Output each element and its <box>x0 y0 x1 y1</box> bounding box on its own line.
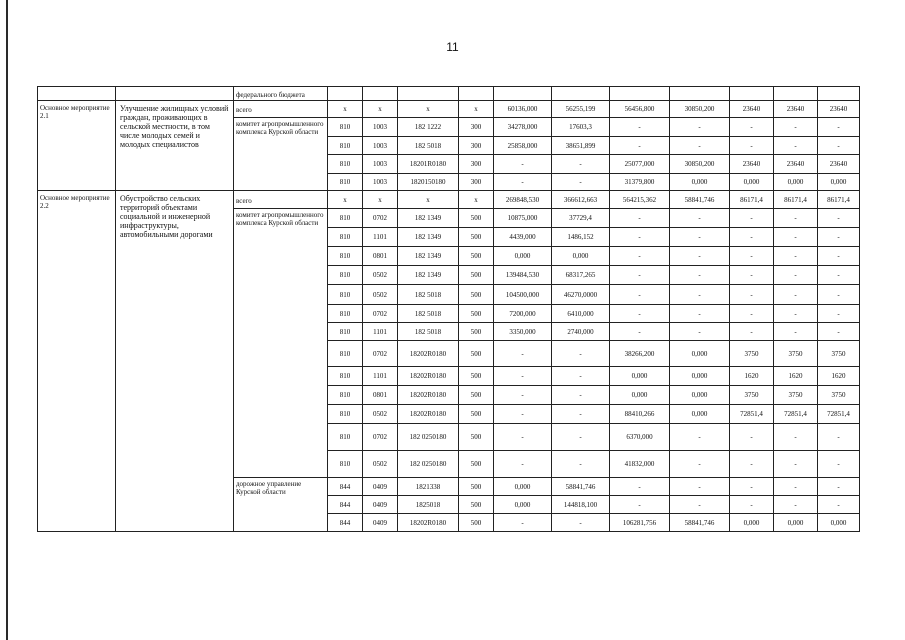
executor-cell: дорожное управление Курской области <box>234 478 328 532</box>
year4-cell: - <box>670 228 730 247</box>
year2-cell: 37729,4 <box>552 209 610 228</box>
csr-cell: 182 1349 <box>398 209 459 228</box>
grbs-cell: 810 <box>328 174 363 191</box>
year1-cell: 0,000 <box>494 247 552 266</box>
executor-cell: комитет агропромышленного комплекса Курской области <box>234 118 328 191</box>
executor-cell: федерального бюджета <box>234 87 328 101</box>
year3-cell: 6370,000 <box>610 424 670 451</box>
csr-cell: 182 1349 <box>398 266 459 285</box>
year1-cell: 0,000 <box>494 478 552 496</box>
year5-cell: - <box>730 247 774 266</box>
year6-cell: - <box>774 451 818 478</box>
year7-cell: - <box>818 424 860 451</box>
vr-cell: 300 <box>459 137 494 155</box>
year4-cell <box>670 87 730 101</box>
year7-cell: - <box>818 478 860 496</box>
csr-cell: 182 1349 <box>398 228 459 247</box>
grbs-cell: 810 <box>328 323 363 341</box>
year1-cell: 60136,000 <box>494 101 552 118</box>
rzpr-cell: 0801 <box>363 247 398 266</box>
year3-cell: 41832,000 <box>610 451 670 478</box>
year4-cell: 0,000 <box>670 341 730 367</box>
year3-cell: - <box>610 266 670 285</box>
year7-cell: 72851,4 <box>818 405 860 424</box>
rzpr-cell: x <box>363 191 398 209</box>
year4-cell: - <box>670 451 730 478</box>
csr-cell: 18202R0180 <box>398 341 459 367</box>
year3-cell: 38266,200 <box>610 341 670 367</box>
event-name-cell <box>116 87 234 101</box>
year6-cell: - <box>774 137 818 155</box>
year3-cell: 564215,362 <box>610 191 670 209</box>
year6-cell: - <box>774 266 818 285</box>
year1-cell: 3350,000 <box>494 323 552 341</box>
grbs-cell: x <box>328 191 363 209</box>
rzpr-cell: 0502 <box>363 451 398 478</box>
executor-cell: всего <box>234 101 328 118</box>
rzpr-cell: 1003 <box>363 118 398 137</box>
rzpr-cell: 1101 <box>363 228 398 247</box>
grbs-cell: 810 <box>328 386 363 405</box>
year6-cell: - <box>774 424 818 451</box>
vr-cell: 500 <box>459 424 494 451</box>
vr-cell: 500 <box>459 341 494 367</box>
rzpr-cell: 1003 <box>363 155 398 174</box>
year4-cell: 30850,200 <box>670 101 730 118</box>
vr-cell: x <box>459 101 494 118</box>
year1-cell: - <box>494 155 552 174</box>
year6-cell: 3750 <box>774 341 818 367</box>
rzpr-cell: 1101 <box>363 367 398 386</box>
year5-cell <box>730 87 774 101</box>
year5-cell: - <box>730 305 774 323</box>
year6-cell: 0,000 <box>774 514 818 532</box>
csr-cell <box>398 87 459 101</box>
executor-cell: всего <box>234 191 328 209</box>
rzpr-cell: 0801 <box>363 386 398 405</box>
vr-cell: 500 <box>459 367 494 386</box>
year7-cell: 23640 <box>818 101 860 118</box>
vr-cell: 500 <box>459 285 494 305</box>
year4-cell: - <box>670 305 730 323</box>
table-row <box>38 191 860 209</box>
year2-cell: - <box>552 341 610 367</box>
csr-cell: 18202R0180 <box>398 367 459 386</box>
year1-cell: 25858,000 <box>494 137 552 155</box>
csr-cell: 182 5018 <box>398 323 459 341</box>
rzpr-cell: 0502 <box>363 266 398 285</box>
year6-cell: 86171,4 <box>774 191 818 209</box>
event-cell: Основное мероприятие 2.1 <box>38 101 116 191</box>
year6-cell: - <box>774 478 818 496</box>
year5-cell: - <box>730 118 774 137</box>
year3-cell: 25077,000 <box>610 155 670 174</box>
year1-cell: 34278,000 <box>494 118 552 137</box>
csr-cell: 182 1349 <box>398 247 459 266</box>
year2-cell: - <box>552 405 610 424</box>
vr-cell: 500 <box>459 451 494 478</box>
year6-cell: - <box>774 305 818 323</box>
grbs-cell: 810 <box>328 266 363 285</box>
year1-cell: 7200,000 <box>494 305 552 323</box>
year1-cell: 4439,000 <box>494 228 552 247</box>
grbs-cell: 844 <box>328 496 363 514</box>
year7-cell: 3750 <box>818 386 860 405</box>
year6-cell: - <box>774 285 818 305</box>
year5-cell: - <box>730 285 774 305</box>
year2-cell: - <box>552 451 610 478</box>
year1-cell: 269848,530 <box>494 191 552 209</box>
vr-cell: 500 <box>459 478 494 496</box>
vr-cell: 500 <box>459 266 494 285</box>
year3-cell: 56456,800 <box>610 101 670 118</box>
year4-cell: - <box>670 496 730 514</box>
year5-cell: 72851,4 <box>730 405 774 424</box>
grbs-cell: 810 <box>328 341 363 367</box>
rzpr-cell: 1003 <box>363 137 398 155</box>
csr-cell: 182 0250180 <box>398 451 459 478</box>
vr-cell: 300 <box>459 155 494 174</box>
year4-cell: - <box>670 247 730 266</box>
year6-cell: 23640 <box>774 101 818 118</box>
year7-cell: - <box>818 323 860 341</box>
vr-cell: 500 <box>459 209 494 228</box>
year2-cell: - <box>552 424 610 451</box>
year2-cell: 6410,000 <box>552 305 610 323</box>
year4-cell: 58841,746 <box>670 514 730 532</box>
vr-cell: 500 <box>459 386 494 405</box>
year5-cell: - <box>730 137 774 155</box>
csr-cell: x <box>398 191 459 209</box>
year1-cell <box>494 87 552 101</box>
year2-cell: 56255,199 <box>552 101 610 118</box>
year4-cell: - <box>670 285 730 305</box>
year5-cell: - <box>730 496 774 514</box>
year3-cell: 0,000 <box>610 367 670 386</box>
csr-cell: 1825018 <box>398 496 459 514</box>
vr-cell: 500 <box>459 305 494 323</box>
year6-cell: - <box>774 209 818 228</box>
rzpr-cell: x <box>363 101 398 118</box>
executor-cell: комитет агропромышленного комплекса Курской области <box>234 209 328 478</box>
year1-cell: 0,000 <box>494 496 552 514</box>
year2-cell: 144818,100 <box>552 496 610 514</box>
vr-cell: 500 <box>459 247 494 266</box>
year1-cell: - <box>494 341 552 367</box>
year2-cell: 2740,000 <box>552 323 610 341</box>
year3-cell: 31379,800 <box>610 174 670 191</box>
year3-cell: - <box>610 247 670 266</box>
year4-cell: 0,000 <box>670 405 730 424</box>
rzpr-cell <box>363 87 398 101</box>
event-cell: Основное мероприятие 2.2 <box>38 191 116 532</box>
csr-cell: 182 0250180 <box>398 424 459 451</box>
year4-cell: - <box>670 209 730 228</box>
year6-cell: 0,000 <box>774 174 818 191</box>
grbs-cell: 844 <box>328 478 363 496</box>
rzpr-cell: 0502 <box>363 405 398 424</box>
year3-cell: - <box>610 285 670 305</box>
year7-cell: - <box>818 247 860 266</box>
csr-cell: x <box>398 101 459 118</box>
year1-cell: - <box>494 405 552 424</box>
year7-cell: 86171,4 <box>818 191 860 209</box>
table-row <box>38 101 860 118</box>
year6-cell: - <box>774 118 818 137</box>
year6-cell: 23640 <box>774 155 818 174</box>
year1-cell: - <box>494 451 552 478</box>
year4-cell: 30850,200 <box>670 155 730 174</box>
grbs-cell: 810 <box>328 209 363 228</box>
vr-cell: 500 <box>459 323 494 341</box>
csr-cell: 18202R0180 <box>398 514 459 532</box>
csr-cell: 18202R0180 <box>398 386 459 405</box>
vr-cell: 300 <box>459 174 494 191</box>
year3-cell: - <box>610 118 670 137</box>
csr-cell: 182 5018 <box>398 305 459 323</box>
year4-cell: - <box>670 478 730 496</box>
vr-cell: 500 <box>459 228 494 247</box>
rzpr-cell: 0702 <box>363 341 398 367</box>
grbs-cell: 810 <box>328 424 363 451</box>
grbs-cell: 810 <box>328 118 363 137</box>
year1-cell: 104500,000 <box>494 285 552 305</box>
year4-cell: 0,000 <box>670 367 730 386</box>
grbs-cell: 810 <box>328 451 363 478</box>
year3-cell: 0,000 <box>610 386 670 405</box>
year7-cell: - <box>818 496 860 514</box>
year5-cell: 23640 <box>730 155 774 174</box>
year2-cell: 46270,0000 <box>552 285 610 305</box>
year5-cell: - <box>730 323 774 341</box>
year1-cell: - <box>494 424 552 451</box>
rzpr-cell: 0409 <box>363 478 398 496</box>
year2-cell: - <box>552 514 610 532</box>
year3-cell: 106281,756 <box>610 514 670 532</box>
csr-cell: 182 1222 <box>398 118 459 137</box>
year2-cell: 0,000 <box>552 247 610 266</box>
grbs-cell: 810 <box>328 155 363 174</box>
year5-cell: - <box>730 266 774 285</box>
year2-cell: - <box>552 155 610 174</box>
year7-cell: 23640 <box>818 155 860 174</box>
rzpr-cell: 0409 <box>363 496 398 514</box>
year2-cell: - <box>552 174 610 191</box>
year3-cell: - <box>610 137 670 155</box>
year3-cell: - <box>610 323 670 341</box>
year4-cell: - <box>670 137 730 155</box>
rzpr-cell: 1101 <box>363 323 398 341</box>
grbs-cell: 810 <box>328 247 363 266</box>
vr-cell <box>459 87 494 101</box>
year5-cell: 86171,4 <box>730 191 774 209</box>
year4-cell: 0,000 <box>670 386 730 405</box>
year5-cell: - <box>730 478 774 496</box>
year5-cell: 3750 <box>730 341 774 367</box>
year5-cell: - <box>730 228 774 247</box>
year6-cell: - <box>774 496 818 514</box>
year5-cell: 23640 <box>730 101 774 118</box>
year2-cell: 366612,663 <box>552 191 610 209</box>
year6-cell: - <box>774 247 818 266</box>
year6-cell: - <box>774 323 818 341</box>
year3-cell: - <box>610 209 670 228</box>
year2-cell: - <box>552 386 610 405</box>
csr-cell: 182 5018 <box>398 137 459 155</box>
grbs-cell: 810 <box>328 405 363 424</box>
csr-cell: 182 5018 <box>398 285 459 305</box>
vr-cell: 500 <box>459 496 494 514</box>
year7-cell: 1620 <box>818 367 860 386</box>
grbs-cell: 844 <box>328 514 363 532</box>
year3-cell: - <box>610 478 670 496</box>
rzpr-cell: 0702 <box>363 209 398 228</box>
year5-cell: 0,000 <box>730 174 774 191</box>
year5-cell: 0,000 <box>730 514 774 532</box>
year2-cell: 1486,152 <box>552 228 610 247</box>
page-edge-rule <box>6 0 8 640</box>
rzpr-cell: 1003 <box>363 174 398 191</box>
year1-cell: - <box>494 386 552 405</box>
year6-cell <box>774 87 818 101</box>
csr-cell: 18202R0180 <box>398 405 459 424</box>
year5-cell: - <box>730 424 774 451</box>
year2-cell: 38651,899 <box>552 137 610 155</box>
year5-cell: 3750 <box>730 386 774 405</box>
year6-cell: 3750 <box>774 386 818 405</box>
grbs-cell: 810 <box>328 305 363 323</box>
year3-cell: - <box>610 496 670 514</box>
year1-cell: 10875,000 <box>494 209 552 228</box>
event-cell <box>38 87 116 101</box>
year5-cell: - <box>730 451 774 478</box>
year7-cell: - <box>818 305 860 323</box>
year7-cell <box>818 87 860 101</box>
year7-cell: - <box>818 209 860 228</box>
year2-cell: - <box>552 367 610 386</box>
csr-cell: 1820150180 <box>398 174 459 191</box>
year3-cell: - <box>610 228 670 247</box>
year4-cell: - <box>670 118 730 137</box>
year7-cell: 0,000 <box>818 514 860 532</box>
year3-cell: - <box>610 305 670 323</box>
table-row <box>38 87 860 101</box>
vr-cell: 500 <box>459 405 494 424</box>
year6-cell: - <box>774 228 818 247</box>
year1-cell: - <box>494 174 552 191</box>
rzpr-cell: 0702 <box>363 305 398 323</box>
year2-cell: 58841,746 <box>552 478 610 496</box>
rzpr-cell: 0702 <box>363 424 398 451</box>
vr-cell: 500 <box>459 514 494 532</box>
year7-cell: 0,000 <box>818 174 860 191</box>
year7-cell: - <box>818 137 860 155</box>
year4-cell: 58841,746 <box>670 191 730 209</box>
rzpr-cell: 0502 <box>363 285 398 305</box>
year4-cell: - <box>670 266 730 285</box>
grbs-cell: 810 <box>328 228 363 247</box>
grbs-cell: 810 <box>328 285 363 305</box>
event-name-cell: Улучшение жилищных условий граждан, проживающих в сельской местности, в том числе молодых семей и молодых специалистов <box>116 101 234 191</box>
csr-cell: 1821338 <box>398 478 459 496</box>
vr-cell: 300 <box>459 118 494 137</box>
year2-cell <box>552 87 610 101</box>
grbs-cell <box>328 87 363 101</box>
grbs-cell: 810 <box>328 367 363 386</box>
year7-cell: - <box>818 285 860 305</box>
year4-cell: 0,000 <box>670 174 730 191</box>
year7-cell: - <box>818 118 860 137</box>
year1-cell: - <box>494 514 552 532</box>
year4-cell: - <box>670 323 730 341</box>
year3-cell: 88410,266 <box>610 405 670 424</box>
year6-cell: 1620 <box>774 367 818 386</box>
year7-cell: 3750 <box>818 341 860 367</box>
year5-cell: 1620 <box>730 367 774 386</box>
year6-cell: 72851,4 <box>774 405 818 424</box>
year5-cell: - <box>730 209 774 228</box>
event-name-cell: Обустройство сельских территорий объектами социальной и инженерной инфраструктуры, автомобильными дорогами <box>116 191 234 532</box>
vr-cell: x <box>459 191 494 209</box>
year1-cell: - <box>494 367 552 386</box>
year3-cell <box>610 87 670 101</box>
page-number: 11 <box>446 40 459 54</box>
budget-table <box>37 86 860 532</box>
csr-cell: 18201R0180 <box>398 155 459 174</box>
grbs-cell: x <box>328 101 363 118</box>
year4-cell: - <box>670 424 730 451</box>
grbs-cell: 810 <box>328 137 363 155</box>
year7-cell: - <box>818 266 860 285</box>
year7-cell: - <box>818 228 860 247</box>
year2-cell: 68317,265 <box>552 266 610 285</box>
year7-cell: - <box>818 451 860 478</box>
year2-cell: 17603,3 <box>552 118 610 137</box>
rzpr-cell: 0409 <box>363 514 398 532</box>
year1-cell: 139484,530 <box>494 266 552 285</box>
